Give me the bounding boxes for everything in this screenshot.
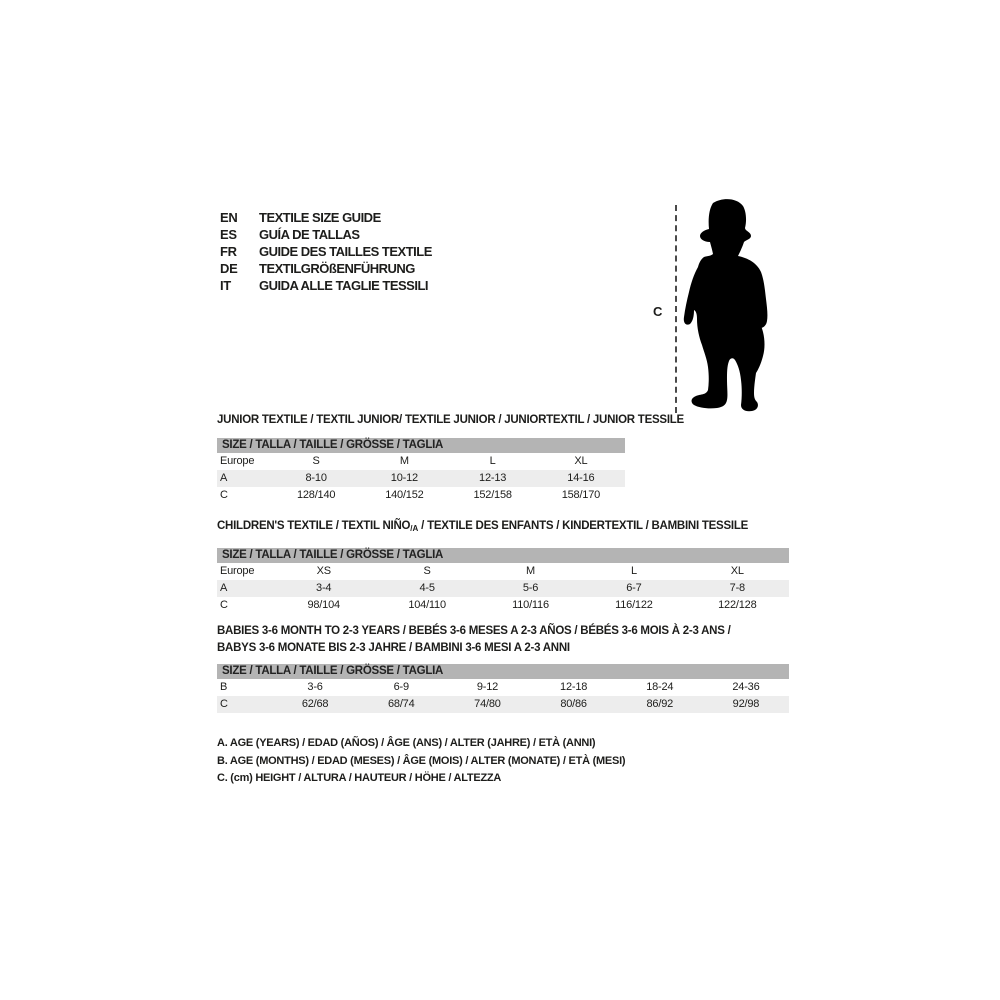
language-label: GUÍA DE TALLAS	[259, 227, 360, 242]
table-row	[217, 563, 789, 580]
table-title-text: BABIES 3-6 MONTH TO 2-3 YEARS / BEBÉS 3-6 MESES A 2-3 AÑOS / BÉBÉS 3-6 MOIS À 2-3 ANS /	[217, 625, 731, 637]
row-label: A	[220, 582, 228, 594]
language-row	[220, 226, 432, 243]
table-row	[217, 453, 625, 470]
language-row	[220, 209, 432, 226]
size-cell: 4-5	[419, 582, 435, 594]
toddler-silhouette-icon	[683, 199, 778, 414]
language-row	[220, 243, 432, 260]
language-label: GUIDE DES TAILLES TEXTILE	[259, 244, 432, 259]
table-row	[217, 679, 789, 696]
size-cell: 5-6	[522, 582, 539, 594]
size-cell: 98/104	[307, 599, 340, 611]
size-cell: 12-13	[479, 472, 507, 484]
legend-line: B. AGE (MONTHS) / EDAD (MESES) / ÂGE (MOIS) / ALTER (MONATE) / ETÀ (MESI)	[217, 754, 626, 767]
size-header-bar: SIZE / TALLA / TAILLE / GRÖSSE / TAGLIA	[217, 664, 789, 679]
size-cell: M	[526, 565, 535, 577]
size-table-babies	[217, 623, 789, 713]
size-cell: 152/158	[473, 489, 512, 501]
table-title-text: BABYS 3-6 MONATE BIS 2-3 JAHRE / BAMBINI 3-6 MESI A 2-3 ANNI	[217, 642, 570, 654]
size-cell: 68/74	[387, 698, 415, 710]
size-cell: 128/140	[296, 489, 336, 501]
height-measure-label: C	[653, 304, 663, 319]
language-code: ES	[220, 227, 237, 242]
language-label: GUIDA ALLE TAGLIE TESSILI	[259, 278, 429, 293]
size-cell: L	[489, 455, 496, 467]
legend-block	[217, 735, 625, 788]
size-cell: 24-36	[732, 681, 760, 693]
size-cell: 86/92	[646, 698, 674, 710]
table-row	[217, 696, 789, 713]
size-cell: 3-6	[307, 681, 323, 693]
row-label: Europe	[220, 455, 255, 467]
table-title-text: /A	[410, 524, 419, 533]
table-title	[217, 518, 789, 537]
language-label: TEXTILGRÖßENFÜHRUNG	[259, 261, 415, 276]
size-cell: S	[423, 565, 431, 577]
row-label: B	[220, 681, 228, 693]
size-cell: 74/80	[474, 698, 501, 710]
table-row	[217, 597, 789, 614]
size-header-bar: SIZE / TALLA / TAILLE / GRÖSSE / TAGLIA	[217, 548, 789, 563]
table-title-text: JUNIOR TEXTILE / TEXTIL JUNIOR/ TEXTILE JUNIOR / JUNIORTEXTIL / JUNIOR TESSILE	[217, 414, 684, 426]
table-row	[217, 487, 625, 504]
size-cell: 92/98	[732, 698, 760, 710]
size-cell: 80/86	[560, 698, 587, 710]
size-cell: 116/122	[615, 599, 653, 611]
language-code: EN	[220, 210, 238, 225]
language-row	[220, 260, 432, 277]
size-cell: 122/128	[718, 599, 757, 611]
size-cell: 18-24	[646, 681, 674, 693]
legend-line: A. AGE (YEARS) / EDAD (AÑOS) / ÂGE (ANS) / ALTER (JAHRE) / ETÀ (ANNI)	[217, 737, 596, 749]
size-cell: 7-8	[729, 582, 745, 594]
size-cell: L	[630, 565, 637, 577]
language-label: TEXTILE SIZE GUIDE	[259, 210, 381, 225]
size-cell: XL	[574, 455, 588, 467]
language-code: FR	[220, 244, 237, 259]
size-cell: 140/152	[385, 489, 424, 501]
size-cell: 62/68	[301, 698, 329, 710]
table-title-line	[217, 412, 684, 429]
language-title-block	[220, 209, 432, 294]
size-cell: XS	[316, 565, 331, 577]
row-label: C	[220, 599, 228, 611]
table-row	[217, 470, 625, 487]
row-label: Europe	[220, 565, 255, 577]
size-cell: 104/110	[408, 599, 446, 611]
table-title-line	[217, 640, 789, 657]
size-cell: 9-12	[476, 681, 499, 693]
size-cell: M	[399, 455, 409, 467]
size-cell: 6-7	[626, 582, 642, 594]
size-cell: 158/170	[561, 489, 601, 501]
size-cell: 10-12	[390, 472, 418, 484]
size-cell: 12-18	[560, 681, 588, 693]
table-title	[217, 412, 684, 429]
table-title-line	[217, 623, 789, 640]
size-cell: 8-10	[305, 472, 327, 484]
language-code: DE	[220, 261, 238, 276]
row-label: C	[220, 698, 228, 710]
table-title-text: CHILDREN'S TEXTILE / TEXTIL NIÑO	[217, 520, 411, 532]
table-row	[217, 580, 789, 597]
size-cell: 3-4	[316, 582, 332, 594]
size-table-children	[217, 518, 789, 614]
language-row	[220, 277, 432, 294]
size-cell: S	[312, 455, 320, 467]
size-header-bar: SIZE / TALLA / TAILLE / GRÖSSE / TAGLIA	[217, 438, 625, 453]
language-code: IT	[220, 278, 231, 293]
size-cell: 6-9	[393, 681, 409, 693]
size-table-junior	[217, 412, 684, 504]
row-label: A	[220, 472, 228, 484]
height-measure-line	[675, 205, 677, 413]
table-title	[217, 623, 789, 657]
table-title-text: / TEXTILE DES ENFANTS / KINDERTEXTIL / BAMBINI TESSILE	[418, 520, 749, 532]
table-title-line	[217, 518, 789, 537]
legend-line: C. (cm) HEIGHT / ALTURA / HAUTEUR / HÖHE / ALTEZZA	[217, 772, 502, 784]
size-cell: 14-16	[567, 472, 595, 484]
size-cell: 110/116	[512, 599, 549, 611]
row-label: C	[220, 489, 228, 501]
size-cell: XL	[730, 565, 744, 577]
